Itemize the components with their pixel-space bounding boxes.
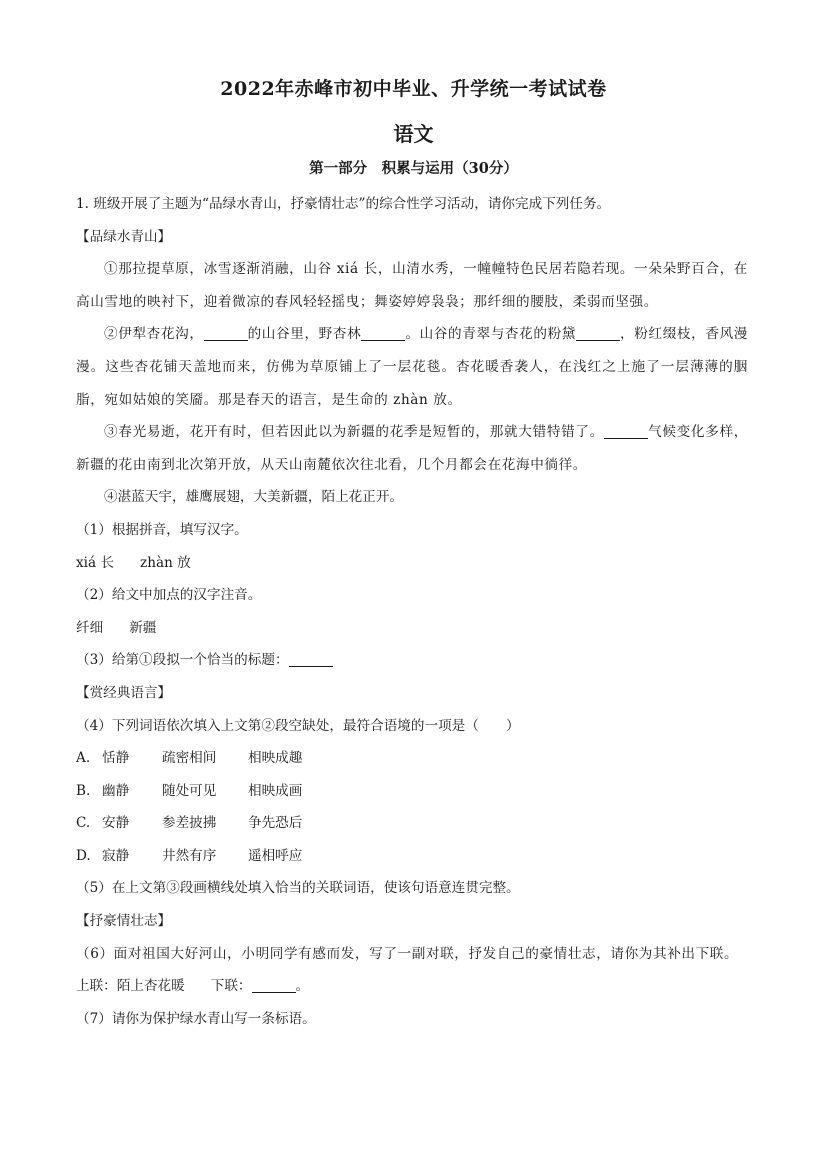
section-heading: 【抒豪情壮志】: [76, 913, 172, 930]
sub-question-7: （7）请你为保护绿水青山写一条标语。: [76, 1010, 316, 1027]
option-word: 安静: [102, 815, 130, 832]
sub-question-3: （3）给第①段拟一个恰当的标题：: [76, 644, 748, 677]
option-word: 幽静: [102, 782, 130, 799]
option-word: 寂静: [102, 847, 130, 864]
option-letter: B.: [76, 782, 91, 799]
sub-question-1: （1）根据拼音，填写汉字。: [76, 521, 248, 538]
section-heading: 【赏经典语言】: [76, 684, 172, 701]
option-word: 相映成画: [248, 782, 303, 799]
answer-blank: [604, 424, 648, 439]
option-word: 疏密相间: [162, 750, 217, 767]
passage-paragraph-2: [76, 318, 748, 416]
sub-question-4: （4）下列词语依次填入上文第②段空缺处，最符合语境的一项是（ ）: [76, 717, 520, 734]
option-word: 随处可见: [162, 782, 217, 799]
option-word: 相映成趣: [248, 750, 303, 767]
part-heading: 第一部分 积累与运用（30分）: [309, 160, 518, 177]
answer-blank: [576, 326, 620, 341]
option-word: 恬静: [102, 750, 130, 767]
pinyin-item: zhàn 放: [140, 554, 191, 571]
option-word: 遥相呼应: [248, 847, 303, 864]
answer-blank: [289, 652, 333, 667]
pinyin-row: [76, 547, 748, 580]
sub-question-5: （5）在上文第③段画横线处填入恰当的关联词语，使该句语意连贯完整。: [76, 880, 520, 897]
answer-blank: [252, 978, 296, 993]
passage-paragraph-4: ④湛蓝天宇，雄鹰展翅，大美新疆，陌上花正开。: [104, 489, 404, 506]
passage-paragraph-1: ①那拉提草原，冰雪逐渐消融，山谷 xiá 长，山清水秀，一幢幢特色民居若隐若现。一朵朵野百合，在高山雪地的映衬下，迎着微凉的春风轻轻摇曳；舞姿婷婷袅袅；那纤细的腰肢，柔弱而坚强。: [76, 261, 748, 310]
option-letter: C.: [76, 815, 91, 832]
couplet-lower: 下联：: [210, 978, 252, 995]
word-row: [76, 612, 748, 645]
question-intro: 1. 班级开展了主题为“品绿水青山，抒豪情壮志”的综合性学习活动，请你完成下列任务。: [76, 196, 611, 212]
word-item: 纤细: [76, 619, 104, 636]
passage-paragraph-3: [76, 416, 748, 481]
subject-title: 语文: [393, 122, 434, 146]
option-letter: A.: [76, 750, 91, 767]
question-1: [76, 188, 748, 1035]
answer-blank: [204, 326, 248, 341]
option-b: [76, 775, 748, 808]
couplet-upper: 上联：陌上杏花暖: [76, 978, 185, 995]
option-letter: D.: [76, 847, 91, 864]
paragraph-text: 。山谷的青翠与杏花的粉黛: [405, 326, 577, 343]
pinyin-item: xiá 长: [76, 554, 115, 571]
paragraph-text: ，粉红缀枝，香风漫漫。这些杏花铺天盖地而来，仿佛为草原铺上了一层花毯。杏花暖香袭人，在浅红之上施了一层薄薄的胭脂，宛如姑娘的笑靥。那是春天的语言，是生命的 zhàn 放。: [76, 326, 748, 408]
paragraph-text: 气候变化多样，新疆的花由南到北次第开放，从天山南麓依次往北看，几个月都会在花海中徜徉。: [76, 424, 748, 473]
sub-question-2: （2）给文中加点的汉字注音。: [76, 587, 262, 604]
word-item: 新疆: [129, 619, 157, 636]
option-word: 参差披拂: [162, 815, 217, 832]
paragraph-text: 的山谷里，野杏林: [247, 326, 362, 343]
option-word: 争先恐后: [248, 815, 303, 832]
option-word: 井然有序: [162, 847, 217, 864]
paragraph-text: ③春光易逝，花开有时，但若因此以为新疆的花季是短暂的，那就大错特错了。: [104, 424, 604, 441]
option-a: [76, 742, 748, 775]
option-c: [76, 807, 748, 840]
section-heading: 【品绿水青山】: [76, 228, 172, 245]
couplet-row: 上联：陌上杏花暖 下联： 。: [76, 978, 310, 995]
option-d: [76, 840, 748, 873]
answer-blank: [361, 326, 405, 341]
paragraph-text: ②伊犁杏花沟，: [104, 326, 204, 343]
exam-title: 2022年赤峰市初中毕业、升学统一考试试卷: [220, 78, 607, 100]
sub-question-6: （6）面对祖国大好河山，小明同学有感而发，写了一副对联，抒发自己的豪情壮志，请你为其补出下联。: [76, 945, 739, 962]
